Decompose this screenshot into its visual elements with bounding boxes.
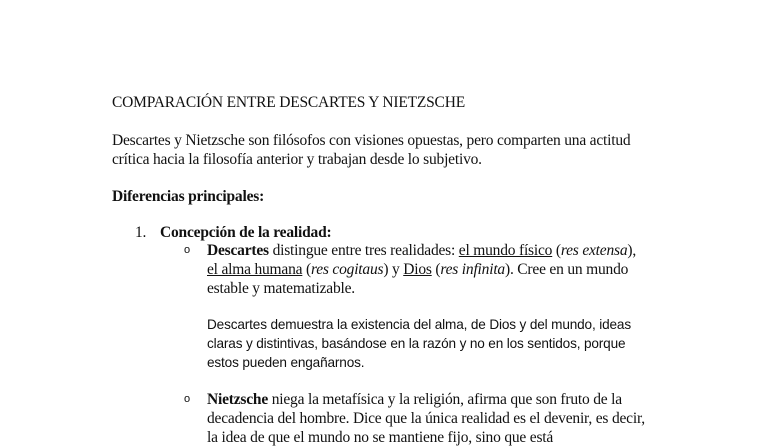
nietzsche-name: Nietzsche [207,391,269,408]
intro-line-2: crítica hacia la filosofía anterior y trabajan desde lo subjetivo. [112,151,482,168]
nietzsche-line-3: la idea de que el mundo no se mantiene fijo, sino que está [207,429,554,446]
nietzsche-line-2: decadencia del hombre. Dice que la única realidad es el devenir, es decir, [207,410,645,427]
term-res-infinita: res infinita [440,261,505,278]
link-dios: Dios [403,261,432,278]
intro-line-1: Descartes y Nietzsche son filósofos con visiones opuestas, pero comparten una actitud [112,132,631,149]
link-mundo-fisico: el mundo físico [458,242,553,259]
link-alma-humana: el alma humana [207,261,303,278]
bullet-descartes: o [184,244,191,256]
descartes-text: ) y [383,261,404,278]
descartes-text: distingue entre tres realidades: [268,242,459,259]
descartes-para2-line-3: estos pueden engañarnos. [207,355,365,370]
descartes-para2-line-1: Descartes demuestra la existencia del alma, de Dios y del mundo, ideas [207,317,631,332]
document-title: COMPARACIÓN ENTRE DESCARTES Y NIETZSCHE [112,94,465,111]
paren-open: ( [431,261,441,278]
descartes-name: Descartes [207,242,269,259]
term-res-cogitaus: res cogitaus [310,261,384,278]
list-item-title: Concepción de la realidad: [160,224,332,241]
paren-open: ( [302,261,311,278]
descartes-line-1 [207,241,636,260]
bullet-nietzsche: o [184,393,191,405]
paren-close: ), [627,242,637,259]
nietzsche-text: niega la metafísica y la religión, afirma que son fruto de la [268,391,622,408]
descartes-para2-line-2: claras y distintivas, basándose en la razón y no en los sentidos, porque [207,336,626,351]
descartes-line-3: estable y matematizable. [207,280,355,297]
descartes-line-2 [207,260,628,279]
term-res-extensa: res extensa [560,242,628,259]
nietzsche-line-1 [207,390,622,409]
section-heading: Diferencias principales: [112,188,265,205]
paren-open: ( [552,242,561,259]
list-item-number: 1. [135,224,147,241]
descartes-text: ). Cree en un mundo [504,261,629,278]
